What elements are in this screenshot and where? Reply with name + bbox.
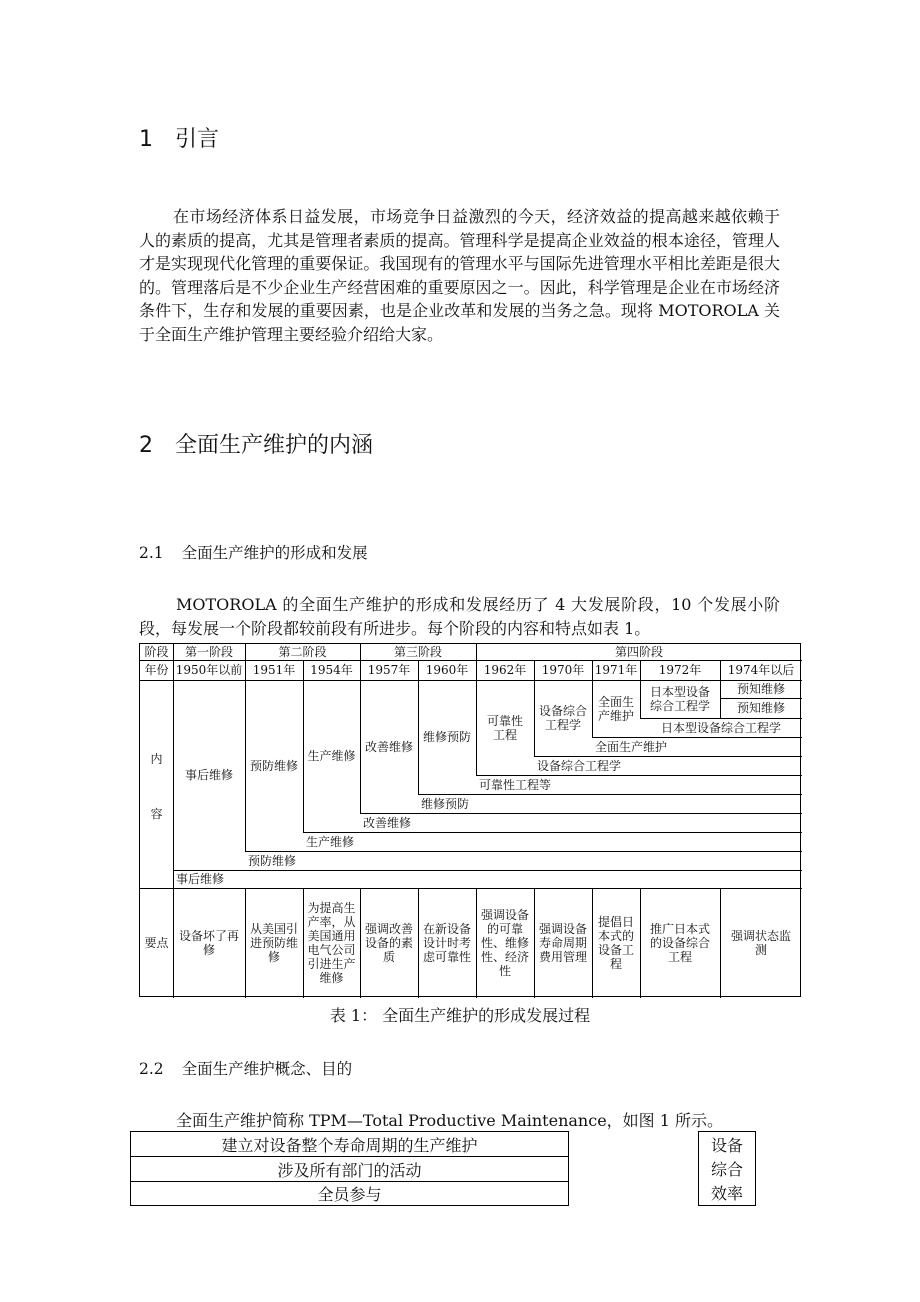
year-cell: 1960年 — [425, 663, 469, 677]
subsection-number: 2.1 — [139, 544, 164, 562]
section-1-heading — [139, 122, 219, 153]
keypoint-cell: 设备坏了再修 — [178, 929, 239, 957]
content-preventive-maintenance: 预防维修 — [249, 758, 298, 773]
section-2-heading — [139, 428, 373, 459]
row-label-content-2: 容 — [150, 807, 163, 821]
tpm-definition-paragraph: 全面生产维护简称 TPM—Total Productive Maintenance，如图 1 所示。 — [176, 1111, 724, 1130]
year-cell: 1974年以后 — [727, 663, 795, 677]
year-cell: 1957年 — [367, 663, 411, 677]
keypoint-cell: 强调改善设备的素质 — [364, 922, 413, 964]
subsection-2-1-heading — [139, 541, 368, 563]
figure-result-box — [698, 1131, 756, 1206]
subsection-2-2-heading — [139, 1057, 352, 1079]
bar-terotechnology: 设备综合工程学 — [537, 758, 622, 773]
year-cell: 1972年 — [658, 663, 702, 677]
subsection-number: 2.2 — [139, 1060, 164, 1078]
content-japanese-terotechnology: 日本型设备综合工程学 — [649, 685, 710, 713]
section-number: 2 — [139, 433, 153, 458]
bar-maintenance-prevention: 维修预防 — [421, 796, 470, 811]
keypoint-cell: 为提高生产率，从美国通用电气公司引进生产维修 — [307, 901, 356, 985]
figure-row-lifecycle: 建立对设备整个寿命周期的生产维护 — [130, 1131, 569, 1157]
figure-row-all-staff: 全员参与 — [130, 1181, 569, 1206]
figure-row-departments: 涉及所有部门的活动 — [130, 1156, 569, 1182]
keypoint-cell: 从美国引进预防维修 — [249, 922, 298, 964]
stage-cell: 第一阶段 — [184, 645, 233, 659]
section-title: 引言 — [175, 127, 220, 152]
section-number: 1 — [139, 127, 153, 152]
keypoint-cell: 强调设备寿命周期费用管理 — [538, 922, 587, 964]
result-line: 设备 — [710, 1136, 743, 1155]
subsection-title: 全面生产维护的形成和发展 — [181, 544, 368, 562]
content-terotechnology: 设备综合工程学 — [538, 704, 587, 732]
year-cell: 1962年 — [483, 663, 527, 677]
content-maintenance-prevention: 维修预防 — [422, 730, 471, 744]
content-predictive-maintenance: 预知维修 — [736, 701, 785, 715]
content-productive-maintenance: 生产维修 — [307, 749, 356, 763]
content-predictive-maintenance: 预知维修 — [736, 682, 785, 696]
year-cell: 1971年 — [594, 663, 638, 677]
year-cell: 1950年以前 — [175, 663, 243, 677]
year-cell: 1970年 — [541, 663, 585, 677]
table-caption: 表 1： 全面生产维护的形成发展过程 — [329, 1006, 591, 1025]
keypoint-cell: 推广日本式的设备综合工程 — [649, 922, 710, 964]
row-label-keypoints: 要点 — [144, 936, 169, 950]
bar-breakdown-maintenance: 事后维修 — [176, 872, 225, 886]
evolution-table — [139, 643, 801, 997]
intro-paragraph: 在市场经济体系日益发展，市场竞争日益激烈的今天，经济效益的提高越来越依赖于人的素质的提高，尤其是管理者素质的提高。管理科学是提高企业效益的根本途径，管理人才是实现现代化管理的重要保证。我国现有的管理水平与国际先进管理水平相比差距是很大的。管理落后是不少企业生产经营困难的重要原因之一。因此，科学管理是企业在市场经济条件下，生存和发展的重要因素，也是企业改革和发展的当务之急。现将 MOTOROLA 关于全面生产维护管理主要经验介绍给大家。 — [139, 207, 780, 344]
stage-cell: 第四阶段 — [614, 645, 663, 659]
content-corrective-maintenance: 改善维修 — [364, 739, 413, 754]
content-reliability-engineering: 可靠性工程 — [486, 713, 523, 742]
bar-reliability-engineering: 可靠性工程等 — [479, 777, 552, 792]
row-label-year: 年份 — [144, 663, 169, 677]
content-breakdown-maintenance: 事后维修 — [184, 768, 233, 782]
formation-paragraph: MOTOROLA 的全面生产维护的形成和发展经历了 4 大发展阶段，10 个发展小阶段，每发展一个阶段都较前段有所进步。每个阶段的内容和特点如表 1。 — [139, 595, 780, 638]
stage-cell: 第三阶段 — [393, 645, 442, 659]
keypoint-cell: 在新设备设计时考虑可靠性 — [422, 922, 471, 964]
keypoint-cell: 强调状态监测 — [730, 929, 791, 957]
content-tpm: 全面生产维护 — [597, 694, 634, 723]
subsection-title: 全面生产维护概念、目的 — [181, 1060, 353, 1078]
stage-cell: 第二阶段 — [278, 645, 327, 659]
section-title: 全面生产维护的内涵 — [175, 433, 374, 458]
bar-preventive-maintenance: 预防维修 — [248, 853, 297, 868]
bar-productive-maintenance: 生产维修 — [306, 834, 355, 849]
row-label-stage: 阶段 — [144, 645, 169, 659]
bar-japanese-terotechnology: 日本型设备综合工程学 — [660, 720, 781, 735]
year-cell: 1951年 — [252, 663, 296, 677]
result-line: 效率 — [710, 1184, 743, 1203]
keypoint-cell: 强调设备的可靠性、维修性、经济性 — [480, 908, 529, 978]
bar-corrective-maintenance: 改善维修 — [363, 815, 412, 830]
bar-tpm: 全面生产维护 — [595, 739, 668, 754]
keypoint-cell: 提倡日本式的设备工程 — [597, 915, 634, 971]
result-line: 综合 — [710, 1160, 743, 1179]
year-cell: 1954年 — [310, 663, 353, 677]
row-label-content-1: 内 — [150, 752, 163, 766]
